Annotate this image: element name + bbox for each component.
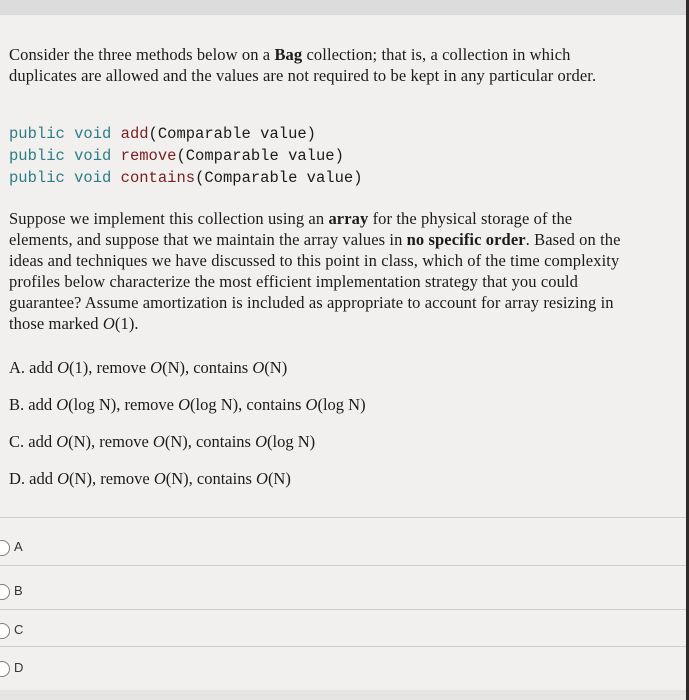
complexity: (1) — [69, 358, 89, 377]
description-text: . Based on the ideas and techniques we have discussed to this point in class, which of the time complexity profiles below characterize the most efficient implementation strategy that you could guarantee? Assume amortization is included as appropriate to account for array resizing in those marked — [9, 230, 621, 333]
answer-choice-label: A — [14, 539, 23, 554]
bottom-edge — [0, 690, 686, 700]
intro-text-continued: collection; that is, a collection in which duplicates are allowed and the values are not required to be kept in any particular order. — [9, 45, 597, 85]
method-name: remove — [120, 147, 177, 165]
question-intro — [9, 44, 639, 86]
bag-keyword: Bag — [274, 45, 303, 64]
option-text: C. add — [9, 432, 57, 451]
answer-choice-label: D — [14, 660, 24, 675]
option-text: , contains — [188, 469, 257, 488]
option-b — [9, 395, 366, 415]
radio-button[interactable] — [0, 661, 10, 677]
option-text: , remove — [116, 395, 179, 414]
option-text: , contains — [184, 358, 253, 377]
big-o-symbol: O — [56, 395, 69, 414]
method-params: (Comparable value) — [148, 125, 316, 143]
method-name: contains — [120, 169, 196, 187]
method-remove-signature — [9, 146, 344, 167]
option-text: A. add — [9, 358, 58, 377]
option-a — [9, 358, 287, 378]
option-text: , contains — [238, 395, 306, 414]
description-text: for the physical storage of the elements, and suppose that we maintain the array values in — [9, 209, 573, 249]
big-o-symbol: O — [178, 395, 191, 414]
complexity: (N) — [162, 358, 185, 377]
big-o-symbol: O — [57, 469, 70, 488]
complexity: (N) — [267, 469, 291, 488]
method-contains-signature — [9, 168, 363, 189]
complexity: (N) — [68, 432, 92, 451]
method-keyword: public void — [9, 125, 112, 143]
radio-button[interactable] — [0, 584, 10, 600]
description-text: (1). — [114, 314, 139, 333]
intro-text: Consider the three methods below on a — [9, 45, 275, 64]
option-c — [9, 432, 315, 452]
method-keyword: public void — [9, 147, 112, 165]
question-description — [9, 208, 639, 334]
big-o-symbol: O — [252, 358, 265, 377]
complexity: (log N) — [68, 395, 117, 414]
big-o-symbol: O — [56, 432, 69, 451]
method-name: add — [120, 125, 149, 143]
array-keyword: array — [328, 209, 369, 228]
complexity: (N) — [264, 358, 288, 377]
complexity: (log N) — [190, 395, 239, 414]
option-text: , remove — [91, 432, 153, 451]
answer-choice-label: B — [14, 583, 23, 598]
answer-choice-b[interactable] — [0, 574, 686, 610]
big-o-symbol: O — [255, 432, 268, 451]
big-o-symbol: O — [102, 314, 115, 333]
answer-choice-a[interactable] — [0, 530, 686, 566]
method-params: (Comparable value) — [195, 169, 363, 187]
big-o-symbol: O — [256, 469, 268, 488]
big-o-symbol: O — [152, 432, 165, 451]
card-border — [0, 14, 686, 15]
divider — [0, 517, 686, 518]
option-d — [9, 469, 291, 489]
complexity: (N) — [165, 469, 189, 488]
method-add-signature — [9, 124, 316, 145]
option-text: B. add — [9, 395, 57, 414]
option-text: , contains — [187, 432, 256, 451]
option-text: , remove — [88, 358, 151, 377]
complexity: (N) — [69, 469, 92, 488]
answer-choice-d[interactable] — [0, 651, 686, 687]
complexity: (log N) — [267, 432, 316, 451]
big-o-symbol: O — [150, 358, 163, 377]
answer-choice-label: C — [14, 622, 24, 637]
top-bar — [0, 0, 686, 14]
description-text: Suppose we implement this collection using an — [9, 209, 329, 228]
radio-button[interactable] — [0, 540, 10, 556]
method-params: (Comparable value) — [176, 147, 344, 165]
no-specific-order-keyword: no specific order — [406, 230, 526, 249]
big-o-symbol: O — [153, 469, 166, 488]
big-o-symbol: O — [57, 358, 70, 377]
complexity: (N) — [164, 432, 188, 451]
complexity: (log N) — [317, 395, 366, 414]
big-o-symbol: O — [305, 395, 318, 414]
option-text: , remove — [91, 469, 154, 488]
option-text: D. add — [9, 469, 58, 488]
method-keyword: public void — [9, 169, 112, 187]
answer-choice-c[interactable] — [0, 613, 686, 649]
radio-button[interactable] — [0, 623, 10, 639]
